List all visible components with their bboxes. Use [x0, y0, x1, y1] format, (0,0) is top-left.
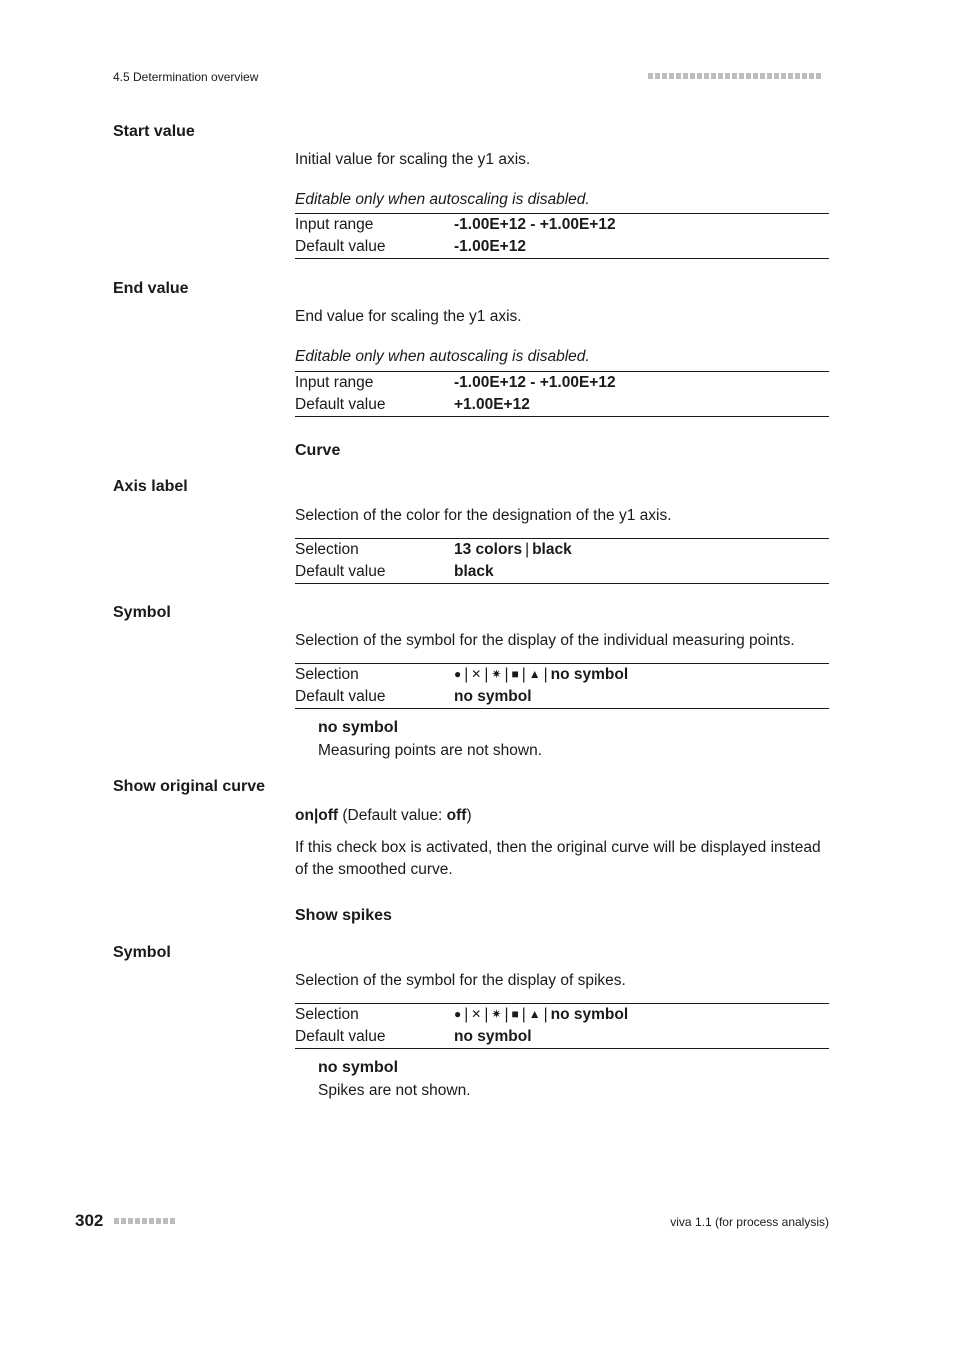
selection-option: black — [532, 541, 572, 558]
option-on: on — [295, 807, 314, 824]
term-start-value: Start value — [113, 123, 195, 140]
cross-symbol-icon: ✕ — [471, 667, 482, 681]
row-value: black — [454, 563, 494, 580]
separator: | — [543, 1006, 548, 1023]
star-symbol-icon: ✷ — [491, 667, 502, 681]
default-value: off — [446, 807, 467, 824]
separator: | — [313, 807, 319, 824]
running-header: 4.5 Determination overview — [113, 70, 259, 84]
separator: | — [484, 1006, 489, 1023]
row-value: -1.00E+12 — [454, 238, 526, 255]
option-off: off — [318, 807, 339, 824]
table-row — [295, 1026, 829, 1049]
header-dot-bar — [648, 73, 821, 79]
row-key: Input range — [295, 216, 374, 233]
end-value-description: End value for scaling the y1 axis. — [295, 308, 522, 325]
page-number: 302 — [75, 1211, 104, 1230]
spikes-symbol-description: Selection of the symbol for the display of spikes. — [295, 972, 626, 989]
row-key: Selection — [295, 541, 359, 558]
definition-term: no symbol — [318, 719, 399, 736]
separator: | — [543, 666, 548, 683]
term-symbol: Symbol — [113, 604, 171, 621]
row-value: no symbol — [454, 1028, 532, 1045]
symbol-description: Selection of the symbol for the display of the individual measuring points. — [295, 632, 795, 649]
start-value-table — [295, 213, 829, 259]
separator: | — [464, 666, 469, 683]
table-row — [295, 539, 829, 562]
table-row — [295, 236, 829, 259]
selection-option: no symbol — [550, 1006, 629, 1023]
definition-text: Spikes are not shown. — [318, 1082, 471, 1099]
start-value-note: Editable only when autoscaling is disabled. — [295, 191, 590, 208]
default-suffix: ) — [466, 807, 472, 824]
separator: | — [484, 666, 489, 683]
triangle-symbol-icon: ▲ — [528, 1007, 541, 1021]
square-symbol-icon: ■ — [511, 1007, 519, 1021]
dot-symbol-icon: ● — [454, 1007, 462, 1021]
subheading-show-spikes: Show spikes — [295, 907, 392, 924]
row-value: -1.00E+12 - +1.00E+12 — [454, 216, 616, 233]
row-value — [454, 664, 829, 687]
table-row — [295, 664, 829, 687]
axis-label-description: Selection of the color for the designation of the y1 axis. — [295, 507, 672, 524]
row-value: -1.00E+12 - +1.00E+12 — [454, 374, 616, 391]
square-symbol-icon: ■ — [511, 667, 519, 681]
separator: | — [521, 1006, 526, 1023]
cross-symbol-icon: ✕ — [471, 1007, 482, 1021]
selection-option: 13 colors — [454, 541, 523, 558]
separator: | — [504, 1006, 509, 1023]
end-value-table — [295, 371, 829, 417]
table-row — [295, 686, 829, 709]
row-value — [454, 1004, 829, 1027]
show-original-curve-description: If this check box is activated, then the original curve will be displayed instead of the smoothed curve. — [295, 839, 821, 878]
subheading-curve: Curve — [295, 442, 341, 459]
start-value-description: Initial value for scaling the y1 axis. — [295, 151, 531, 168]
term-show-original-curve: Show original curve — [113, 778, 266, 795]
selection-option: no symbol — [550, 666, 629, 683]
term-spikes-symbol: Symbol — [113, 944, 171, 961]
separator: | — [521, 666, 526, 683]
dot-symbol-icon: ● — [454, 667, 462, 681]
row-key: Default value — [295, 1028, 386, 1045]
footer-product: viva 1.1 (for process analysis) — [670, 1215, 829, 1229]
definition-text: Measuring points are not shown. — [318, 742, 543, 759]
row-value: no symbol — [454, 688, 532, 705]
term-end-value: End value — [113, 280, 189, 297]
table-row — [295, 561, 829, 584]
row-key: Input range — [295, 374, 374, 391]
table-row — [295, 214, 829, 237]
triangle-symbol-icon: ▲ — [528, 667, 541, 681]
table-row — [295, 394, 829, 417]
row-key: Selection — [295, 1006, 359, 1023]
spikes-symbol-table — [295, 1003, 829, 1049]
show-original-curve-options — [295, 805, 829, 827]
term-axis-label: Axis label — [113, 478, 188, 495]
row-value — [454, 539, 829, 562]
footer-dot-bar — [114, 1218, 175, 1224]
default-prefix: (Default value: — [342, 807, 447, 824]
row-value: +1.00E+12 — [454, 396, 530, 413]
definition-term: no symbol — [318, 1059, 399, 1076]
row-key: Default value — [295, 688, 386, 705]
table-row — [295, 372, 829, 395]
separator: | — [525, 541, 530, 558]
table-row — [295, 1004, 829, 1027]
separator: | — [504, 666, 509, 683]
row-key: Selection — [295, 666, 359, 683]
axis-label-table — [295, 538, 829, 584]
row-key: Default value — [295, 238, 386, 255]
separator: | — [464, 1006, 469, 1023]
row-key: Default value — [295, 396, 386, 413]
symbol-table — [295, 663, 829, 709]
star-symbol-icon: ✷ — [491, 1007, 502, 1021]
end-value-note: Editable only when autoscaling is disabled. — [295, 348, 590, 365]
row-key: Default value — [295, 563, 386, 580]
